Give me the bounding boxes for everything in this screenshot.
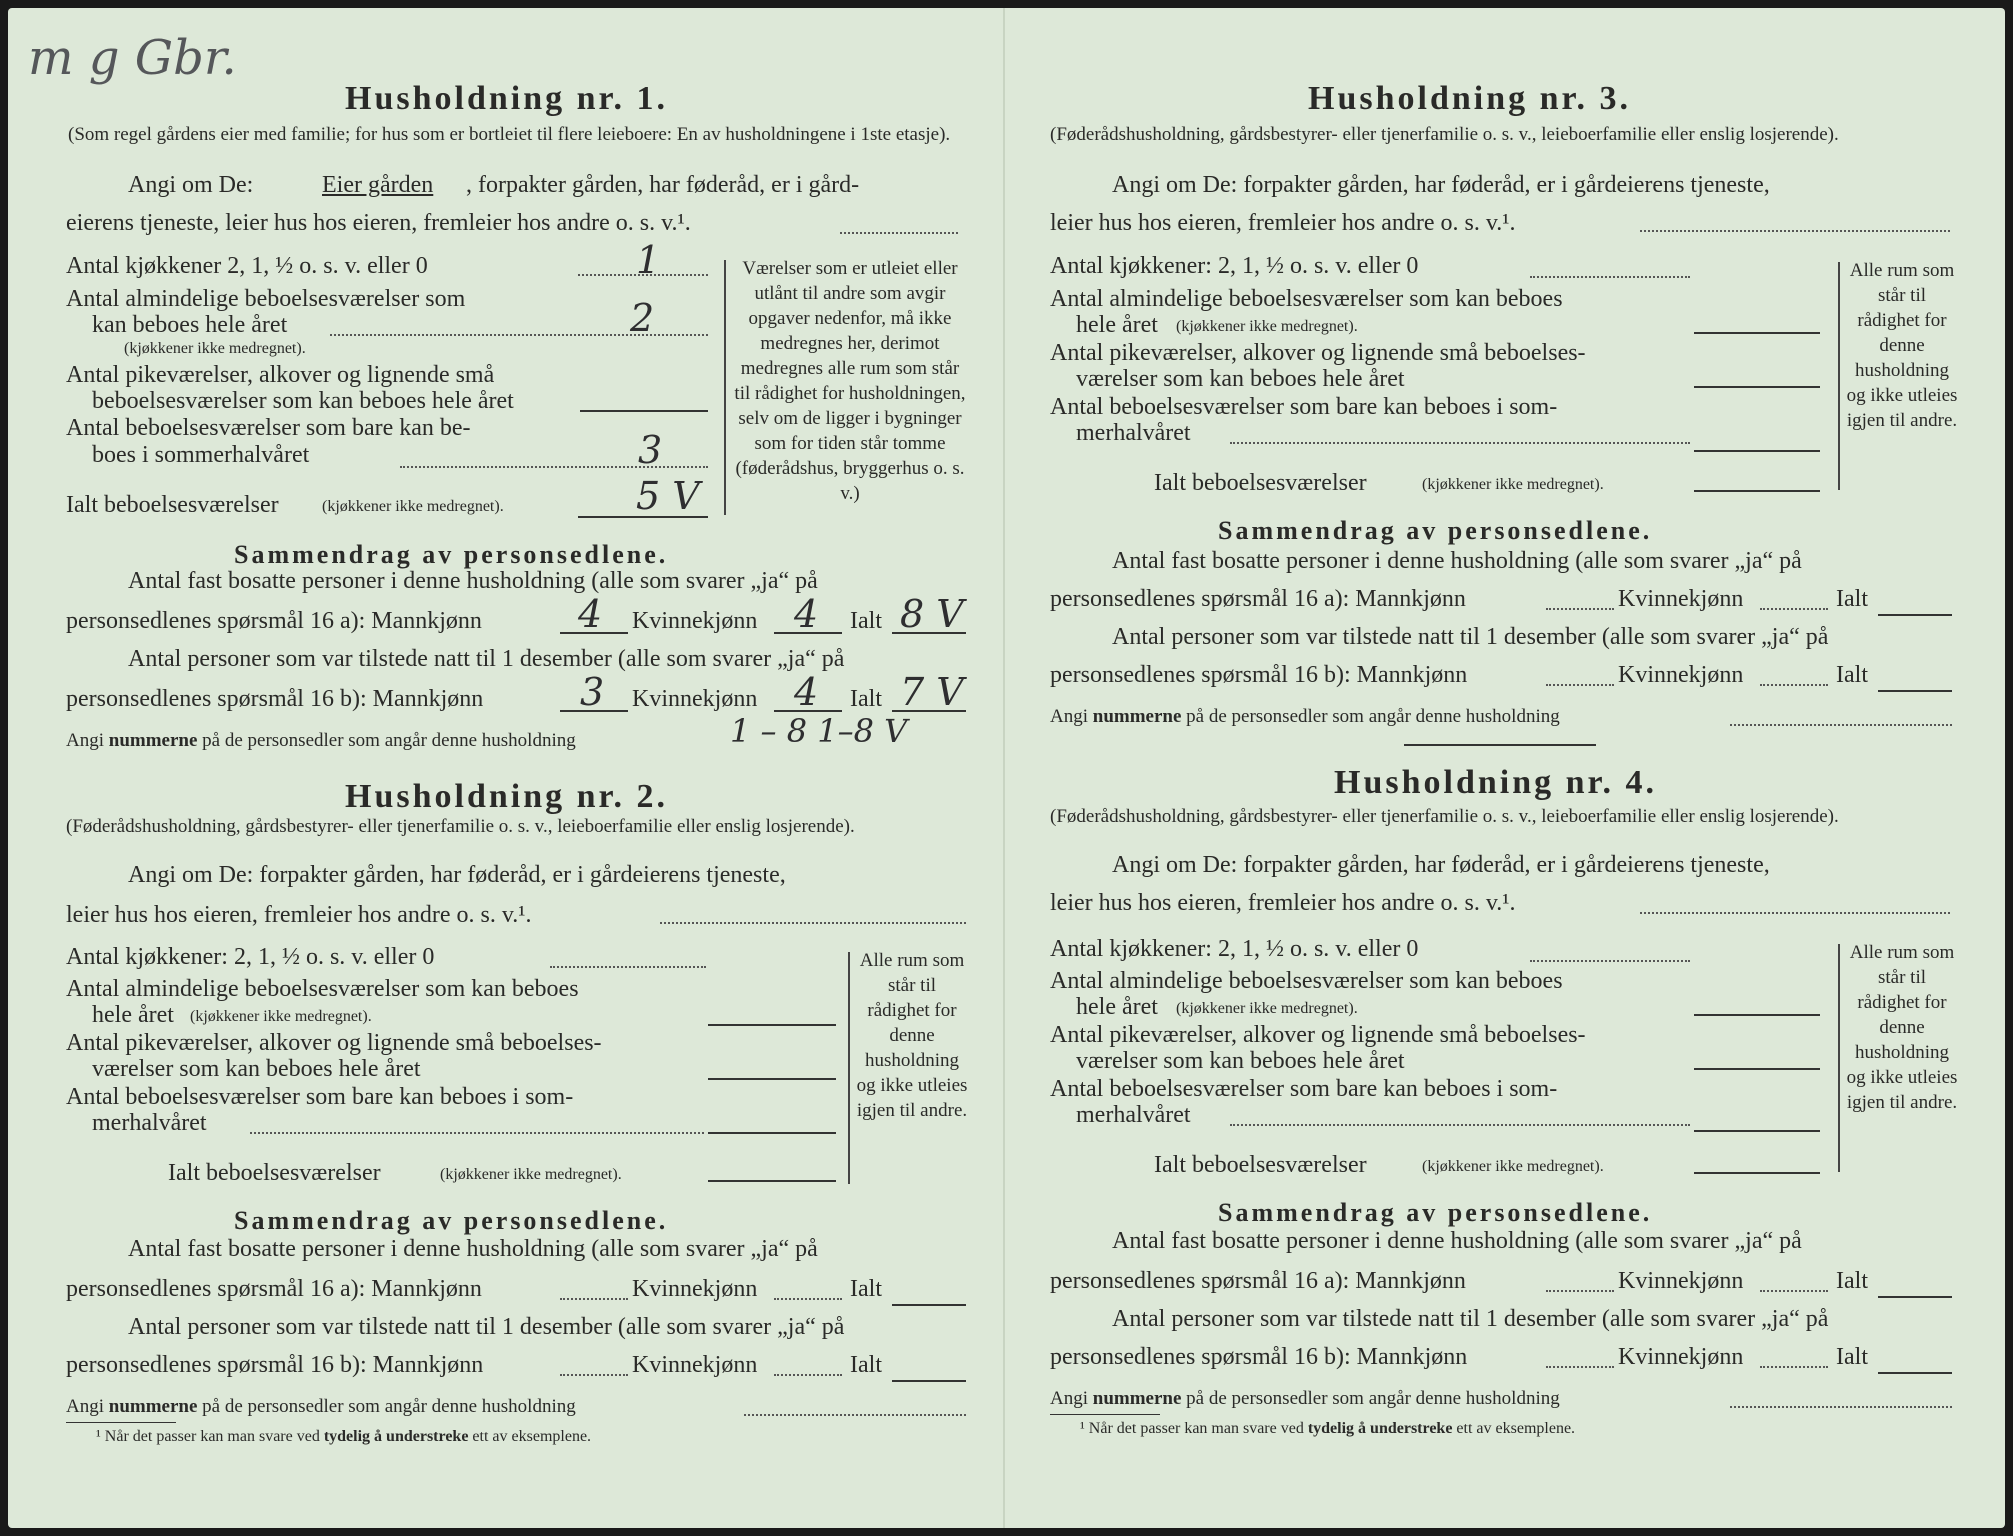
h4-sum-line3: Antal personer som var tilstede natt til 1 desember (alle som svarer „ja“ på — [1112, 1306, 1829, 1332]
h4-i16b-line — [1878, 1372, 1952, 1374]
h1-brace — [724, 260, 726, 515]
h3-sum-line4: personsedlenes spørsmål 16 b): Mannkjønn — [1050, 662, 1468, 688]
h1-ialt-value[interactable]: 5 V — [636, 474, 700, 518]
h3-sum-line3: Antal personer som var tilstede natt til 1 desember (alle som svarer „ja“ på — [1112, 624, 1829, 650]
h4-footnote-c: ett av eksemplene. — [1456, 1420, 1576, 1437]
h1-alm-value[interactable]: 2 — [630, 296, 655, 340]
h4-title: Husholdning nr. 4. — [1334, 764, 1657, 801]
h1-i16b-value[interactable]: 7 V — [900, 670, 964, 714]
h4-footnote-a: ¹ Når det passer kan man svare ved — [1080, 1420, 1304, 1437]
h2-angi-line — [660, 922, 966, 924]
h4-sum-title: Sammendrag av personsedlene. — [1218, 1198, 1653, 1227]
h1-nummer-c: på de personsedler som angår denne husholdning — [202, 730, 576, 751]
h1-angi-label: Angi om De: — [128, 172, 254, 198]
h4-pike-a: Antal pikeværelser, alkover og lignende små beboelses- — [1050, 1022, 1586, 1048]
h1-kv16a-label: Kvinnekjønn — [632, 608, 758, 634]
h4-i16a-line — [1878, 1296, 1952, 1298]
h3-alm-line — [1694, 332, 1820, 334]
h3-nummer-line — [1050, 706, 1560, 728]
h3-sommer-b: merhalvåret — [1076, 420, 1191, 446]
h2-nummer-answer-line — [744, 1414, 966, 1416]
h2-ialt-label: Ialt beboelsesværelser — [168, 1160, 381, 1186]
h2-kv16a-label: Kvinnekjønn — [632, 1276, 758, 1302]
h4-k16a-line — [1760, 1290, 1828, 1292]
h2-ialt16a-label: Ialt — [850, 1276, 882, 1302]
h4-ialt16a-label: Ialt — [1836, 1268, 1868, 1294]
h1-eier-option[interactable]: Eier gården — [322, 172, 434, 198]
h1-m16b-value[interactable]: 3 — [580, 670, 605, 714]
h2-alm-line — [708, 1024, 836, 1026]
h2-pike-line — [708, 1078, 836, 1080]
h3-k16a-line — [1760, 608, 1828, 610]
h3-nummer-answer-line — [1730, 724, 1952, 726]
h4-sommer-b: merhalvåret — [1076, 1102, 1191, 1128]
h3-ialt16a-label: Ialt — [1836, 586, 1868, 612]
h1-kjokken-value[interactable]: 1 — [636, 238, 661, 282]
h2-kv16b-label: Kvinnekjønn — [632, 1352, 758, 1378]
h3-ialt-label: Ialt beboelsesværelser — [1154, 470, 1367, 496]
h3-nummer-a: Angi — [1050, 706, 1088, 727]
h4-note: (Føderådshusholdning, gårdsbestyrer- eller tjenerfamilie o. s. v., leieboerfamilie eller enslig losjerende). — [1050, 806, 1839, 827]
h4-alm-a: Antal almindelige beboelsesværelser som kan beboes — [1050, 968, 1563, 994]
h3-sum-line2: personsedlenes spørsmål 16 a): Mannkjønn — [1050, 586, 1466, 612]
h3-m16a-line — [1546, 608, 1614, 610]
h3-kjokken-label: Antal kjøkkener: 2, 1, ½ o. s. v. eller 0 — [1050, 253, 1419, 279]
h2-i16b-line — [892, 1380, 966, 1382]
h3-kv16a-label: Kvinnekjønn — [1618, 586, 1744, 612]
h4-footnote-b: tydelig å understreke — [1307, 1420, 1453, 1437]
h1-ialt16a-label: Ialt — [850, 608, 882, 634]
h2-angi-line2: leier hus hos eieren, fremleier hos andre o. s. v.¹. — [66, 902, 532, 928]
h4-pike-line — [1694, 1068, 1820, 1070]
h1-nummer-b: nummerne — [108, 730, 198, 751]
h2-sommer-line — [250, 1132, 704, 1134]
h2-kjokken-label: Antal kjøkkener: 2, 1, ½ o. s. v. eller 0 — [66, 944, 435, 970]
h3-side-note: Alle rum som står til rådighet for denne husholdning og ikke utleies igjen til andre. — [1846, 260, 1958, 431]
h1-m16a-value[interactable]: 4 — [578, 592, 603, 636]
h4-alm-line — [1694, 1014, 1820, 1016]
h3-brace — [1838, 262, 1840, 490]
h2-k16b-line — [774, 1374, 842, 1376]
h2-side-note: Alle rum som står til rådighet for denne husholdning og ikke utleies igjen til andre. — [856, 950, 968, 1121]
h1-side-note: Værelser som er utleiet eller utlånt til andre som avgir opgaver nedenfor, må ikke medregnes her, derimot medregnes alle rum som står til rådighet for husholdningen, selv om de ligger i bygninger som for tiden står tomme (føderådshus, bryggerhus o. s. v.) — [734, 258, 966, 504]
h1-sum-line3: Antal personer som var tilstede natt til 1 desember (alle som svarer „ja“ på — [128, 646, 845, 672]
corner-handwritten-note: m g Gbr. — [28, 30, 237, 86]
h2-pike-b: værelser som kan beboes hele året — [92, 1056, 421, 1082]
section-divider — [1404, 744, 1596, 746]
h4-pike-b: værelser som kan beboes hele året — [1076, 1048, 1405, 1074]
h2-i16a-line — [892, 1304, 966, 1306]
h3-pike-a: Antal pikeværelser, alkover og lignende små beboelses- — [1050, 340, 1586, 366]
h1-kjokken-label: Antal kjøkkener 2, 1, ½ o. s. v. eller 0 — [66, 253, 428, 279]
h3-sommer-line — [1230, 442, 1690, 444]
h1-alm-label-b: kan beboes hele året — [92, 312, 288, 338]
h3-m16b-line — [1546, 684, 1614, 686]
h4-k16b-line — [1760, 1366, 1828, 1368]
h1-sum-line1: Antal fast bosatte personer i denne husholdning (alle som svarer „ja“ på — [128, 568, 818, 594]
h3-alm-a: Antal almindelige beboelsesværelser som kan beboes — [1050, 286, 1563, 312]
h1-pike-label-b: beboelsesværelser som kan beboes hele året — [92, 388, 514, 414]
h4-sum-line1: Antal fast bosatte personer i denne husholdning (alle som svarer „ja“ på — [1112, 1228, 1802, 1254]
h3-ialt16b-label: Ialt — [1836, 662, 1868, 688]
h3-angi-line — [1640, 230, 1950, 232]
h1-alm-note: (kjøkkener ikke medregnet). — [124, 340, 306, 357]
h2-ialt-note: (kjøkkener ikke medregnet). — [440, 1166, 622, 1183]
h2-brace — [848, 952, 850, 1184]
h1-nummer-value[interactable]: 1 – 8 1–8 V — [730, 712, 908, 750]
h4-kv16b-label: Kvinnekjønn — [1618, 1344, 1744, 1370]
h2-nummer-line — [66, 1396, 576, 1418]
h2-pike-a: Antal pikeværelser, alkover og lignende små beboelses- — [66, 1030, 602, 1056]
h3-alm-note: (kjøkkener ikke medregnet). — [1176, 318, 1358, 335]
h2-k16a-line — [774, 1298, 842, 1300]
h1-angi-cont: , forpakter gården, har føderåd, er i gård- — [466, 172, 860, 198]
h3-sum-line1: Antal fast bosatte personer i denne husholdning (alle som svarer „ja“ på — [1112, 548, 1802, 574]
h4-nummer-c: på de personsedler som angår denne husholdning — [1186, 1388, 1560, 1409]
h3-nummer-c: på de personsedler som angår denne husholdning — [1186, 706, 1560, 727]
h1-angi-line2: eierens tjeneste, leier hus hos eieren, fremleier hos andre o. s. v.¹. — [66, 210, 691, 236]
h1-sum-line2: personsedlenes spørsmål 16 a): Mannkjønn — [66, 608, 482, 634]
h2-m16b-line — [560, 1374, 628, 1376]
h3-angi-line1: Angi om De: forpakter gården, har føderåd, er i gårdeierens tjeneste, — [1112, 172, 1770, 198]
h1-alm-label-a: Antal almindelige beboelsesværelser som — [66, 286, 466, 312]
h2-alm-note: (kjøkkener ikke medregnet). — [190, 1008, 372, 1025]
h3-sommer-a: Antal beboelsesværelser som bare kan beboes i som- — [1050, 394, 1558, 420]
h2-nummer-c: på de personsedler som angår denne husholdning — [202, 1396, 576, 1417]
h1-sum-line4: personsedlenes spørsmål 16 b): Mannkjønn — [66, 686, 484, 712]
h2-m16a-line — [560, 1298, 628, 1300]
h2-ialt16b-label: Ialt — [850, 1352, 882, 1378]
h2-footnote-rule — [66, 1422, 176, 1423]
h1-sommer-label-a: Antal beboelsesværelser som bare kan be- — [66, 415, 471, 441]
h1-ialt-note: (kjøkkener ikke medregnet). — [322, 498, 504, 515]
h1-angi-answer-line — [840, 232, 958, 234]
h1-k16a-value[interactable]: 4 — [794, 592, 819, 636]
h4-nummer-a: Angi — [1050, 1388, 1088, 1409]
h2-footnote — [96, 1428, 591, 1446]
h4-ialt-line — [1694, 1172, 1820, 1174]
h4-footnote-rule — [1050, 1414, 1160, 1415]
h4-kjokken-line — [1530, 960, 1690, 962]
h1-nummer-line — [66, 730, 576, 752]
h3-title: Husholdning nr. 3. — [1308, 80, 1631, 117]
h2-alm-b: hele året — [92, 1002, 174, 1028]
h1-ialt16b-label: Ialt — [850, 686, 882, 712]
h2-title: Husholdning nr. 2. — [345, 778, 668, 815]
h4-ialt-note: (kjøkkener ikke medregnet). — [1422, 1158, 1604, 1175]
h2-sommer-line2 — [708, 1132, 836, 1134]
h3-pike-b: værelser som kan beboes hele året — [1076, 366, 1405, 392]
h4-brace — [1838, 944, 1840, 1172]
h4-ialt16b-label: Ialt — [1836, 1344, 1868, 1370]
h2-note: (Føderådshusholdning, gårdsbestyrer- eller tjenerfamilie o. s. v., leieboerfamilie eller enslig losjerende). — [66, 816, 855, 837]
h4-footnote — [1080, 1420, 1575, 1438]
h2-kjokken-line — [550, 966, 706, 968]
h2-angi-line1: Angi om De: forpakter gården, har føderåd, er i gårdeierens tjeneste, — [128, 862, 786, 888]
h4-sommer-line2 — [1694, 1130, 1820, 1132]
h2-footnote-a: ¹ Når det passer kan man svare ved — [96, 1428, 320, 1445]
h3-i16a-line — [1878, 614, 1952, 616]
h1-title: Husholdning nr. 1. — [345, 80, 668, 117]
h1-pike-line — [580, 410, 708, 412]
h4-side-note: Alle rum som står til rådighet for denne husholdning og ikke utleies igjen til andre. — [1846, 942, 1958, 1113]
h4-m16a-line — [1546, 1290, 1614, 1292]
h1-sommer-value[interactable]: 3 — [638, 428, 663, 472]
h3-angi-line2: leier hus hos eieren, fremleier hos andre o. s. v.¹. — [1050, 210, 1516, 236]
h1-ialt-label: Ialt beboelsesværelser — [66, 492, 279, 518]
h2-sum-line3: Antal personer som var tilstede natt til 1 desember (alle som svarer „ja“ på — [128, 1314, 845, 1340]
h1-sum-title: Sammendrag av personsedlene. — [234, 540, 669, 569]
page-fold — [1003, 8, 1005, 1528]
h1-k16b-value[interactable]: 4 — [794, 670, 819, 714]
h4-angi-line2: leier hus hos eieren, fremleier hos andre o. s. v.¹. — [1050, 890, 1516, 916]
h4-kv16a-label: Kvinnekjønn — [1618, 1268, 1744, 1294]
h4-sommer-a: Antal beboelsesværelser som bare kan beboes i som- — [1050, 1076, 1558, 1102]
h3-kjokken-line — [1530, 276, 1690, 278]
h1-nummer-a: Angi — [66, 730, 104, 751]
h4-alm-b: hele året — [1076, 994, 1158, 1020]
h4-nummer-b: nummerne — [1092, 1388, 1182, 1409]
h4-sum-line4: personsedlenes spørsmål 16 b): Mannkjønn — [1050, 1344, 1468, 1370]
h4-angi-line1: Angi om De: forpakter gården, har føderåd, er i gårdeierens tjeneste, — [1112, 852, 1770, 878]
h4-m16b-line — [1546, 1366, 1614, 1368]
h2-nummer-b: nummerne — [108, 1396, 198, 1417]
h3-i16b-line — [1878, 690, 1952, 692]
h4-angi-line — [1640, 912, 1950, 914]
h4-sum-line2: personsedlenes spørsmål 16 a): Mannkjønn — [1050, 1268, 1466, 1294]
h3-sommer-line2 — [1694, 450, 1820, 452]
h3-sum-title: Sammendrag av personsedlene. — [1218, 516, 1653, 545]
h1-note: (Som regel gårdens eier med familie; for hus som er bortleiet til flere leieboere: En av husholdningene i 1ste etasje). — [68, 124, 951, 145]
h2-sum-line1: Antal fast bosatte personer i denne husholdning (alle som svarer „ja“ på — [128, 1236, 818, 1262]
h2-sum-line4: personsedlenes spørsmål 16 b): Mannkjønn — [66, 1352, 484, 1378]
h2-footnote-b: tydelig å understreke — [323, 1428, 469, 1445]
h2-sum-line2: personsedlenes spørsmål 16 a): Mannkjønn — [66, 1276, 482, 1302]
h1-kv16b-label: Kvinnekjønn — [632, 686, 758, 712]
h1-sommer-label-b: boes i sommerhalvåret — [92, 442, 310, 468]
h4-ialt-label: Ialt beboelsesværelser — [1154, 1152, 1367, 1178]
h4-sommer-line — [1230, 1124, 1690, 1126]
h3-k16b-line — [1760, 684, 1828, 686]
h2-nummer-a: Angi — [66, 1396, 104, 1417]
h3-alm-b: hele året — [1076, 312, 1158, 338]
h4-kjokken-label: Antal kjøkkener: 2, 1, ½ o. s. v. eller 0 — [1050, 936, 1419, 962]
h2-alm-a: Antal almindelige beboelsesværelser som kan beboes — [66, 976, 579, 1002]
h1-i16a-value[interactable]: 8 V — [900, 592, 964, 636]
h4-alm-note: (kjøkkener ikke medregnet). — [1176, 1000, 1358, 1017]
h4-nummer-answer-line — [1730, 1406, 1952, 1408]
h3-note: (Føderådshusholdning, gårdsbestyrer- eller tjenerfamilie o. s. v., leieboerfamilie eller enslig losjerende). — [1050, 124, 1839, 145]
h4-nummer-line — [1050, 1388, 1560, 1410]
h2-ialt-line — [708, 1180, 836, 1182]
h2-footnote-c: ett av eksemplene. — [472, 1428, 592, 1445]
h2-sommer-a: Antal beboelsesværelser som bare kan beboes i som- — [66, 1084, 574, 1110]
h1-pike-label-a: Antal pikeværelser, alkover og lignende små — [66, 362, 495, 388]
h2-sum-title: Sammendrag av personsedlene. — [234, 1206, 669, 1235]
h3-ialt-note: (kjøkkener ikke medregnet). — [1422, 476, 1604, 493]
h3-ialt-line — [1694, 490, 1820, 492]
h2-sommer-b: merhalvåret — [92, 1110, 207, 1136]
h3-kv16b-label: Kvinnekjønn — [1618, 662, 1744, 688]
h3-nummer-b: nummerne — [1092, 706, 1182, 727]
h3-pike-line — [1694, 386, 1820, 388]
